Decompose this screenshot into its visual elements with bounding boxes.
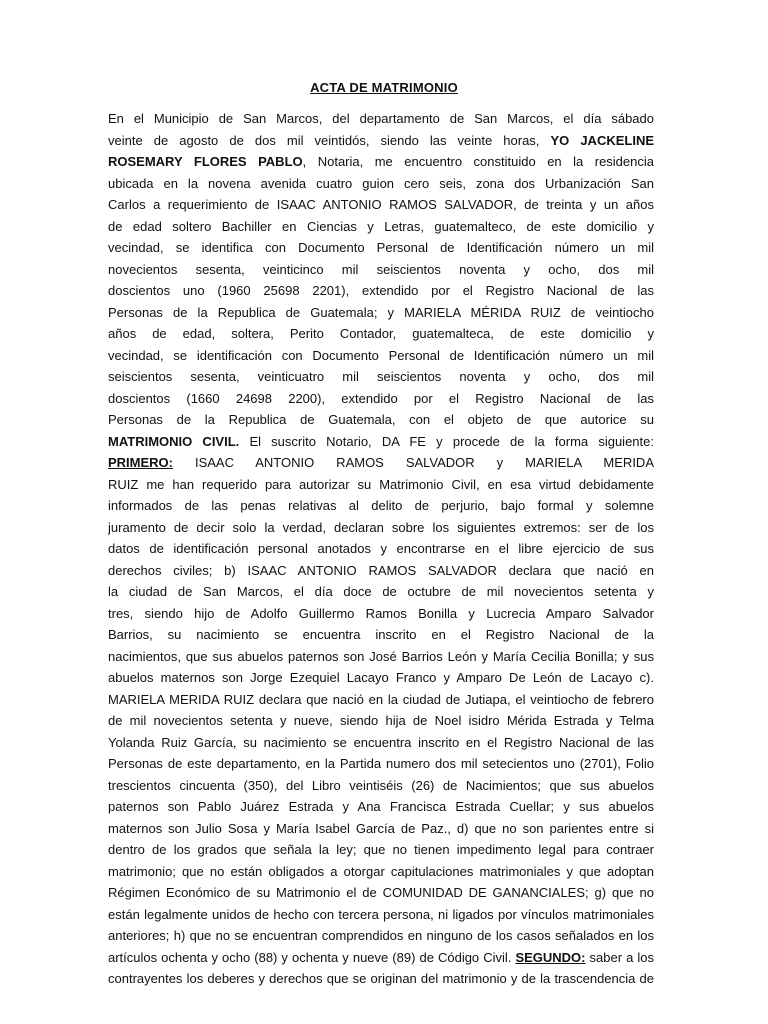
document-line	[108, 947, 654, 969]
text-segment: novecientos sesenta, veinticinco mil seiscientos noventa y ocho, dos mil	[108, 261, 654, 277]
text-segment: ubicada en la novena avenida cuatro guion cero seis, zona dos Urbanización San	[108, 175, 654, 191]
text-segment: veinte de agosto de dos mil veintidós, siendo las veinte horas,	[108, 132, 551, 148]
document-line	[108, 689, 654, 711]
text-segment: En el Municipio de San Marcos, del departamento de San Marcos, el día sábado	[108, 111, 654, 126]
document-line	[108, 968, 654, 990]
document-line	[108, 345, 654, 367]
document-line	[108, 323, 654, 345]
text-segment: maternos son Julio Sosa y María Isabel García de Paz., d) que no son parientes entre si	[108, 820, 654, 836]
document-line	[108, 108, 654, 130]
text-segment: doscientos uno (1960 25698 2201), extendido por el Registro Nacional de las	[108, 283, 654, 298]
document-line	[108, 216, 654, 238]
text-segment: , Notaria, me encuentro constituido en la residencia	[302, 154, 654, 169]
document-line	[108, 560, 654, 582]
text-segment: nacimientos, que sus abuelos paternos son José Barrios León y María Cecilia Bonilla; y sus	[108, 648, 654, 664]
document-line	[108, 753, 654, 775]
text-segment: dentro de los grados que señala la ley; que no tienen impedimento legal para contraer	[108, 842, 654, 857]
document-line	[108, 409, 654, 431]
document-line	[108, 581, 654, 603]
text-segment: artículos ochenta y ocho (88) y ochenta y nueve (89) de Código Civil.	[108, 949, 516, 965]
text-segment: informados de las penas relativas al delito de perjurio, bajo formal y solemne	[108, 498, 654, 513]
text-segment: contrayentes los deberes y derechos que se originan del matrimonio y de la trascendencia de	[108, 971, 654, 986]
document-line	[108, 452, 654, 474]
text-segment: datos de identificación personal anotados y encontrarse en el libre ejercicio de sus	[108, 541, 654, 556]
text-segment: juramento de decir solo la verdad, declaran sobre los siguientes extremos: ser de los	[108, 519, 654, 535]
document-line	[108, 151, 654, 173]
document-title: ACTA DE MATRIMONIO	[310, 80, 458, 95]
text-segment: paternos son Pablo Juárez Estrada y Ana Francisca Estrada Cuellar; y sus abuelos	[108, 799, 654, 814]
document-line	[108, 194, 654, 216]
text-segment: vecindad, se identificación con Documento Personal de Identificación número un mil	[108, 347, 654, 363]
document-line	[108, 667, 654, 689]
text-segment: Personas de este departamento, en la Partida numero dos mil setecientos uno (2701), Folio	[108, 756, 654, 771]
document-line	[108, 280, 654, 302]
document-line	[108, 796, 654, 818]
text-segment: ISAAC ANTONIO RAMOS SALVADOR y MARIELA MERIDA	[173, 455, 654, 470]
text-segment: seiscientos sesenta, veinticuatro mil seiscientos noventa y ocho, dos mil	[108, 369, 654, 384]
document-line	[108, 130, 654, 152]
text-segment: Barrios, su nacimiento se encuentra inscrito en el Registro Nacional de la	[108, 627, 654, 642]
text-segment: Personas de la Republica de Guatemala; y MARIELA MÉRIDA RUIZ de veintiocho	[108, 304, 654, 320]
document-line	[108, 388, 654, 410]
document-line	[108, 624, 654, 646]
text-segment: PRIMERO:	[108, 455, 173, 470]
text-segment: saber a los	[585, 949, 654, 965]
document-line	[108, 839, 654, 861]
document-body	[108, 108, 654, 990]
text-segment: MARIELA MERIDA RUIZ declara que nació en la ciudad de Jutiapa, el veintiocho de febrero	[108, 691, 654, 707]
text-segment: Régimen Económico de su Matrimonio el de COMUNIDAD DE GANANCIALES; g) que no	[108, 885, 654, 900]
document-line	[108, 495, 654, 517]
document-line	[108, 366, 654, 388]
text-segment: ROSEMARY FLORES PABLO	[108, 154, 303, 169]
text-segment: derechos civiles; b) ISAAC ANTONIO RAMOS SALVADOR declara que nació en	[108, 562, 654, 578]
text-segment: doscientos (1660 24698 2200), extendido por el Registro Nacional de las	[108, 390, 654, 406]
document-line	[108, 173, 654, 195]
document-line	[108, 732, 654, 754]
document-line	[108, 474, 654, 496]
text-segment: YO JACKELINE	[550, 132, 654, 148]
document-line	[108, 538, 654, 560]
document-line	[108, 861, 654, 883]
document-line	[108, 517, 654, 539]
document-line	[108, 775, 654, 797]
text-segment: están legalmente unidos de hecho con tercera persona, ni ligados por vínculos matrimoniales	[108, 906, 654, 922]
text-segment: Carlos a requerimiento de ISAAC ANTONIO RAMOS SALVADOR, de treinta y un años	[108, 197, 654, 212]
text-segment: vecindad, se identifica con Documento Personal de Identificación número un mil	[108, 240, 654, 255]
document-line	[108, 882, 654, 904]
text-segment: de mil novecientos setenta y nueve, siendo hija de Noel isidro Mérida Estrada y Telma	[108, 713, 654, 728]
text-segment: de edad soltero Bachiller en Ciencias y Letras, guatemalteco, de este domicilio y	[108, 218, 654, 234]
text-segment: años de edad, soltera, Perito Contador, guatemalteca, de este domicilio y	[108, 326, 654, 341]
text-segment: abuelos maternos son Jorge Ezequiel Lacayo Franco y Amparo De León de Lacayo c).	[108, 670, 654, 685]
document-line	[108, 237, 654, 259]
text-segment: SEGUNDO:	[515, 949, 586, 965]
text-segment: MATRIMONIO CIVIL.	[108, 433, 240, 449]
text-segment: la ciudad de San Marcos, el día doce de octubre de mil novecientos setenta y	[108, 584, 654, 599]
text-segment: tres, siendo hijo de Adolfo Guillermo Ramos Bonilla y Lucrecia Amparo Salvador	[108, 605, 654, 621]
document-line	[108, 431, 654, 453]
text-segment: matrimonio; que no están obligados a otorgar capitulaciones matrimoniales y que adoptan	[108, 863, 654, 879]
text-segment: El suscrito Notario, DA FE y procede de la forma siguiente:	[239, 433, 654, 449]
document-line	[108, 259, 654, 281]
text-segment: anteriores; h) que no se encuentran comprendidos en ninguno de los casos señalados en los	[108, 928, 654, 943]
document-line	[108, 925, 654, 947]
text-segment: RUIZ me han requerido para autorizar su Matrimonio Civil, en esa virtud debidamente	[108, 476, 654, 492]
document-line	[108, 710, 654, 732]
text-segment: trescientos cincuenta (350), del Libro veintiséis (26) de Nacimientos; que sus abuelos	[108, 777, 654, 793]
document-line	[108, 646, 654, 668]
document-line	[108, 818, 654, 840]
document-line	[108, 302, 654, 324]
document-line	[108, 904, 654, 926]
document-line	[108, 603, 654, 625]
text-segment: Personas de la Republica de Guatemala, con el objeto de que autorice su	[108, 412, 654, 427]
text-segment: Yolanda Ruiz García, su nacimiento se encuentra inscrito en el Registro Nacional de las	[108, 734, 654, 750]
